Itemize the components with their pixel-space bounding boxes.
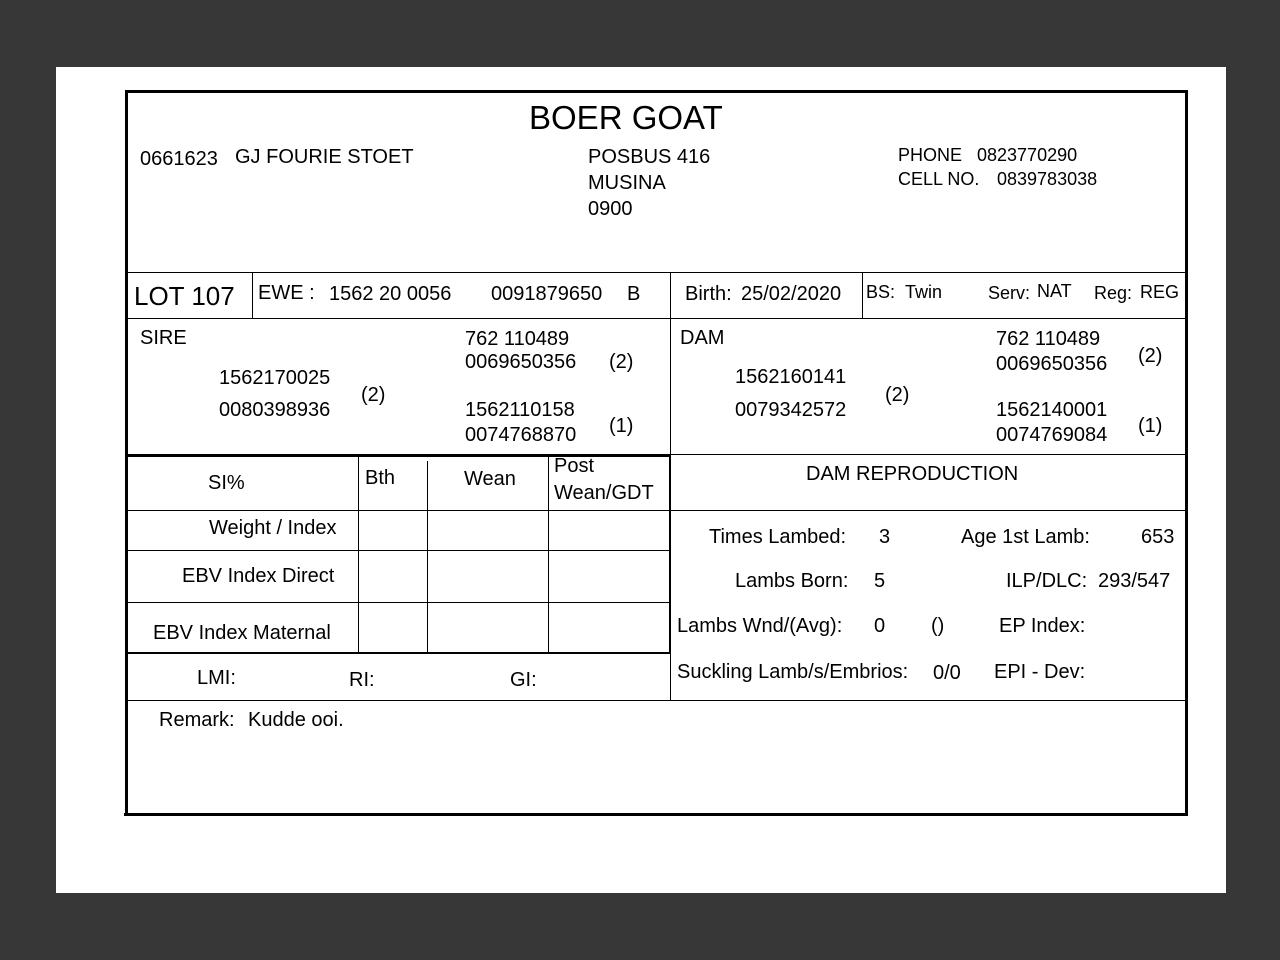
phone-number: 0823770290 [977, 145, 1078, 165]
cell-label: CELL NO. [898, 169, 980, 189]
rule-reproduction-title [670, 510, 1187, 511]
index-row-weight: Weight / Index [209, 517, 337, 539]
bs-label: BS: [866, 282, 896, 302]
ilp-dlc-value: 293/547 [1098, 570, 1171, 592]
reproduction-title: DAM REPRODUCTION [806, 463, 1019, 485]
sire-dam-grade: (1) [609, 415, 634, 437]
ep-index-label: EP Index: [999, 615, 1086, 637]
rule-lot-bottom [127, 318, 1187, 319]
address-line-2: MUSINA [588, 172, 666, 194]
index-row-rule-3 [127, 602, 670, 603]
dam-grade: (2) [885, 384, 910, 406]
sire-dam-id: 1562110158 [465, 399, 575, 421]
ewe-grade: B [627, 283, 641, 305]
ri-label: RI: [349, 669, 375, 691]
dam-reg: 0079342572 [735, 399, 847, 421]
frame-right [1185, 90, 1188, 816]
breeder-name: GJ FOURIE STOET [235, 146, 414, 168]
birth-date: 25/02/2020 [741, 283, 842, 305]
ilp-dlc-label: ILP/DLC: [1006, 570, 1088, 592]
bs-value: Twin [905, 282, 943, 302]
ewe-id: 1562 20 0056 [329, 283, 452, 305]
index-table-bottom [127, 652, 671, 654]
times-lambed-value: 3 [879, 526, 891, 548]
dam-label: DAM [680, 327, 725, 349]
index-col-rule-3 [548, 456, 549, 652]
dam-dam-id: 1562140001 [996, 399, 1108, 421]
address-line-1: POSBUS 416 [588, 146, 711, 168]
lmi-label: LMI: [197, 667, 236, 689]
dam-dam-reg: 0074769084 [996, 424, 1108, 446]
lambs-born-value: 5 [874, 570, 886, 592]
phone-label: PHONE [898, 145, 963, 165]
index-row-rule-2 [127, 550, 670, 551]
sire-sire-id: 762 110489 [465, 328, 570, 350]
dam-dam-grade: (1) [1138, 415, 1163, 437]
lambs-weaned-value: 0 [874, 615, 886, 637]
frame-top [125, 90, 1188, 93]
birth-label: Birth: [685, 283, 732, 305]
rule-lot-top [127, 272, 1187, 273]
lambs-weaned-label: Lambs Wnd/(Avg): [677, 615, 843, 637]
breeder-number: 0661623 [140, 148, 218, 170]
index-row-rule-1 [127, 510, 670, 511]
age-first-lamb-label: Age 1st Lamb: [961, 526, 1090, 548]
sire-dam-reg: 0074768870 [465, 424, 577, 446]
lot-divider-2 [670, 272, 671, 454]
epi-dev-label: EPI - Dev: [994, 661, 1086, 683]
dam-sire-grade: (2) [1138, 345, 1163, 367]
lot-divider-3 [862, 272, 863, 318]
sire-id: 1562170025 [219, 367, 331, 389]
serv-value: NAT [1037, 281, 1072, 301]
frame-left [125, 90, 128, 816]
paper-page [56, 67, 1226, 893]
ewe-label: EWE : [258, 282, 315, 304]
index-row-ebv-direct: EBV Index Direct [182, 565, 335, 587]
lambs-weaned-avg: () [931, 615, 945, 637]
serv-label: Serv: [988, 283, 1031, 303]
age-first-lamb-value: 653 [1141, 526, 1175, 548]
remark-text: Kudde ooi. [248, 709, 344, 731]
index-col-rule-2 [427, 461, 428, 652]
page-title: BOER GOAT [529, 99, 723, 136]
index-corner-label: SI% [208, 472, 245, 494]
suckling-value: 0/0 [933, 662, 961, 684]
suckling-label: Suckling Lamb/s/Embrios: [677, 661, 909, 683]
ewe-reg-number: 0091879650 [491, 283, 603, 305]
remark-label: Remark: [159, 709, 235, 731]
index-col-post: Post [554, 455, 595, 477]
frame-bottom [124, 813, 1187, 816]
dam-sire-id: 762 110489 [996, 328, 1101, 350]
index-col-rule-1 [358, 456, 359, 652]
sire-sire-grade: (2) [609, 351, 634, 373]
gi-label: GI: [510, 669, 537, 691]
cell-number: 0839783038 [997, 169, 1098, 189]
address-line-3: 0900 [588, 198, 633, 220]
reg-label: Reg: [1094, 283, 1133, 303]
sire-sire-reg: 0069650356 [465, 351, 577, 373]
times-lambed-label: Times Lambed: [709, 526, 847, 548]
index-col-wean-gdt: Wean/GDT [554, 482, 654, 504]
index-col-bth: Bth [365, 467, 396, 489]
lot-number: LOT 107 [134, 281, 235, 311]
sire-label: SIRE [140, 327, 187, 349]
index-row-ebv-maternal: EBV Index Maternal [153, 622, 331, 644]
lot-divider-1 [252, 272, 253, 318]
index-col-wean: Wean [464, 468, 516, 490]
rule-indices-bottom [127, 700, 1187, 701]
dam-id: 1562160141 [735, 366, 847, 388]
sire-grade: (2) [361, 384, 386, 406]
dam-sire-reg: 0069650356 [996, 353, 1108, 375]
sire-reg: 0080398936 [219, 399, 331, 421]
reg-value: REG [1140, 282, 1180, 302]
reproduction-divider [670, 454, 671, 700]
lambs-born-label: Lambs Born: [735, 570, 849, 592]
